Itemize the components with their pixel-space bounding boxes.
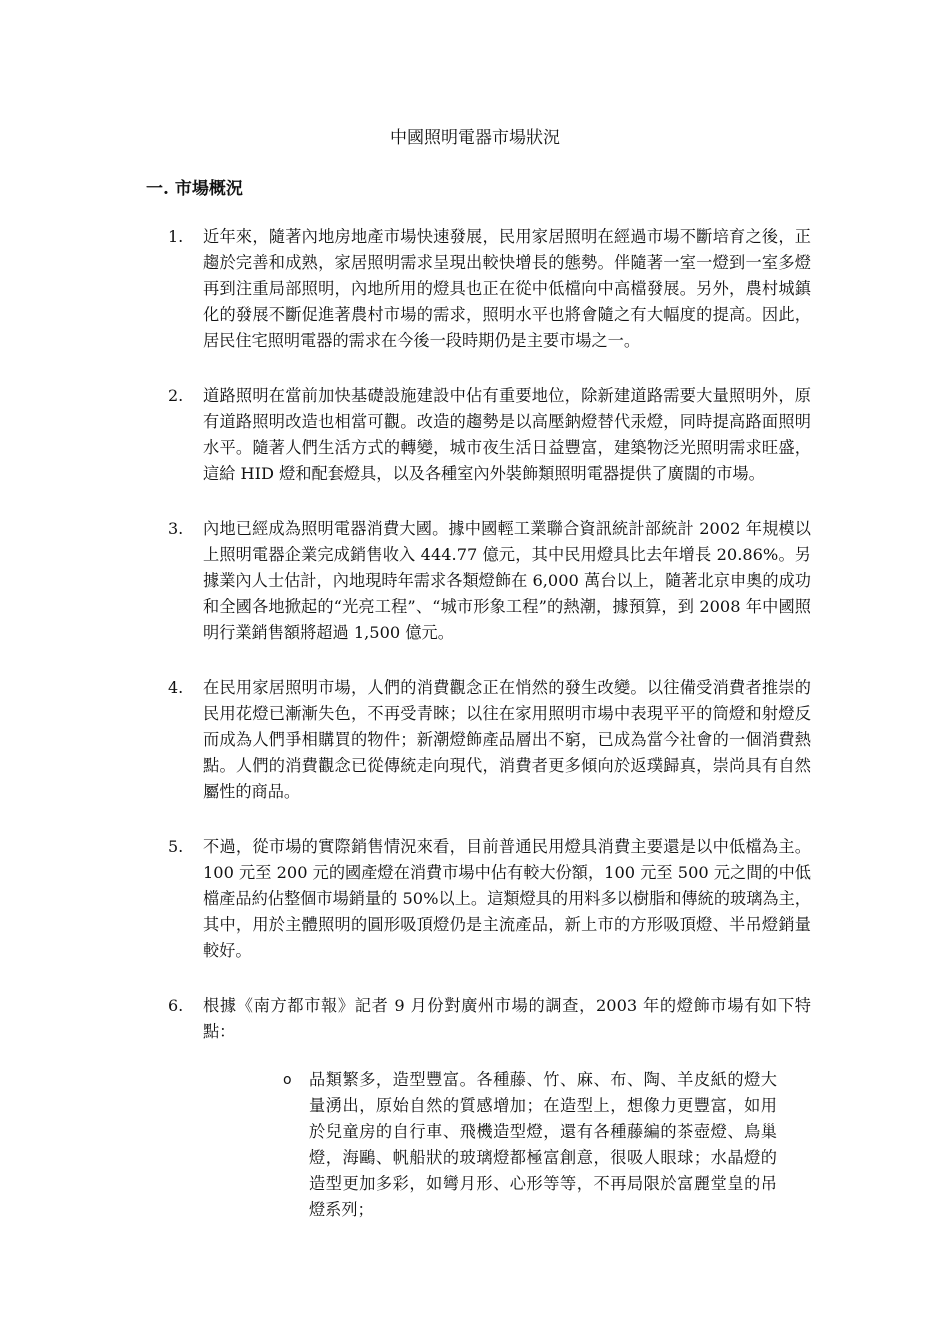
list-item-number: 6. (168, 996, 184, 1015)
sub-list (0, 1067, 950, 1223)
list-item (0, 383, 950, 487)
list-item-text: 近年來，隨著內地房地產市場快速發展，民用家居照明在經過市場不斷培育之後，正趨於完善和成熟，家居照明需求呈現出較快增長的態勢。伴隨著一室一燈到一室多燈再到注重局部照明，內地所用的燈具也正在從中低檔向中高檔發展。另外，農村城鎮化的發展不斷促進著農村市場的需求，照明水平也將會隨之有大幅度的提高。因此，居民住宅照明電器的需求在今後一段時期仍是主要市場之一。 (203, 227, 811, 350)
list-item (0, 834, 950, 964)
list-item (0, 993, 950, 1223)
market-overview-list (0, 224, 950, 1252)
list-item-text: 不過，從市場的實際銷售情況來看，目前普通民用燈具消費主要還是以中低檔為主。100 元至 200 元的國產燈在消費市場中佔有較大份額，100 元至 500 元之間的中低檔產品約佔整個市場銷量的 50%以上。這類燈具的用料多以樹脂和傳統的玻璃為主，其中，用於主體照明的圓形吸頂燈仍是主流產品，新上市的方形吸頂燈、半吊燈銷量較好。 (203, 837, 811, 960)
list-item-text: 內地已經成為照明電器消費大國。據中國輕工業聯合資訊統計部統計 2002 年規模以上照明電器企業完成銷售收入 444.77 億元，其中民用燈具比去年增長 20.86%。另據業內人士估計，內地現時年需求各類燈飾在 6,000 萬台以上，隨著北京申奧的成功和全國各地掀起的“光亮工程”、“城市形象工程”的熱潮，據預算，到 2008 年中國照明行業銷售額將超過 1,500 億元。 (203, 519, 811, 642)
list-item-number: 4. (168, 678, 184, 697)
list-item-text: 道路照明在當前加快基礎設施建設中佔有重要地位，除新建道路需要大量照明外，原有道路照明改造也相當可觀。改造的趨勢是以高壓鈉燈替代汞燈，同時提高路面照明水平。隨著人們生活方式的轉變，城市夜生活日益豐富，建築物泛光照明需求旺盛，這給 HID 燈和配套燈具，以及各種室內外裝飾類照明電器提供了廣闊的市場。 (203, 386, 811, 483)
list-item (0, 224, 950, 354)
list-item-text: 根據《南方都市報》記者 9 月份對廣州市場的調查，2003 年的燈飾市場有如下特點： (203, 996, 811, 1041)
list-item-number: 2. (168, 386, 184, 405)
list-item-number: 1. (168, 227, 184, 246)
list-item-number: 3. (168, 519, 184, 538)
list-item (0, 516, 950, 646)
sub-list-item-text: 品類繁多，造型豐富。各種藤、竹、麻、布、陶、羊皮紙的燈大量湧出，原始自然的質感增加；在造型上，想像力更豐富，如用於兒童房的自行車、飛機造型燈，還有各種藤編的茶壺燈、鳥巢燈，海鷗、帆船狀的玻璃燈都極富創意，很吸人眼球；水晶燈的造型更加多彩，如彎月形、心形等等，不再局限於富麗堂皇的吊燈系列； (309, 1070, 777, 1219)
list-item-text: 在民用家居照明市場，人們的消費觀念正在悄然的發生改變。以往備受消費者推崇的民用花燈已漸漸失色，不再受青睞；以往在家用照明市場中表現平平的筒燈和射燈反而成為人們爭相購買的物件；新潮燈飾產品層出不窮，已成為當今社會的一個消費熱點。人們的消費觀念已從傳統走向現代，消費者更多傾向於返璞歸真，崇尚具有自然屬性的商品。 (203, 678, 811, 801)
section-heading: 一. 市場概況 (146, 179, 243, 199)
list-item (0, 675, 950, 805)
bullet-icon: o (283, 1072, 292, 1088)
list-item-number: 5. (168, 837, 184, 856)
sub-list-item (0, 1067, 950, 1223)
document-title: 中國照明電器市場狀況 (390, 128, 560, 148)
